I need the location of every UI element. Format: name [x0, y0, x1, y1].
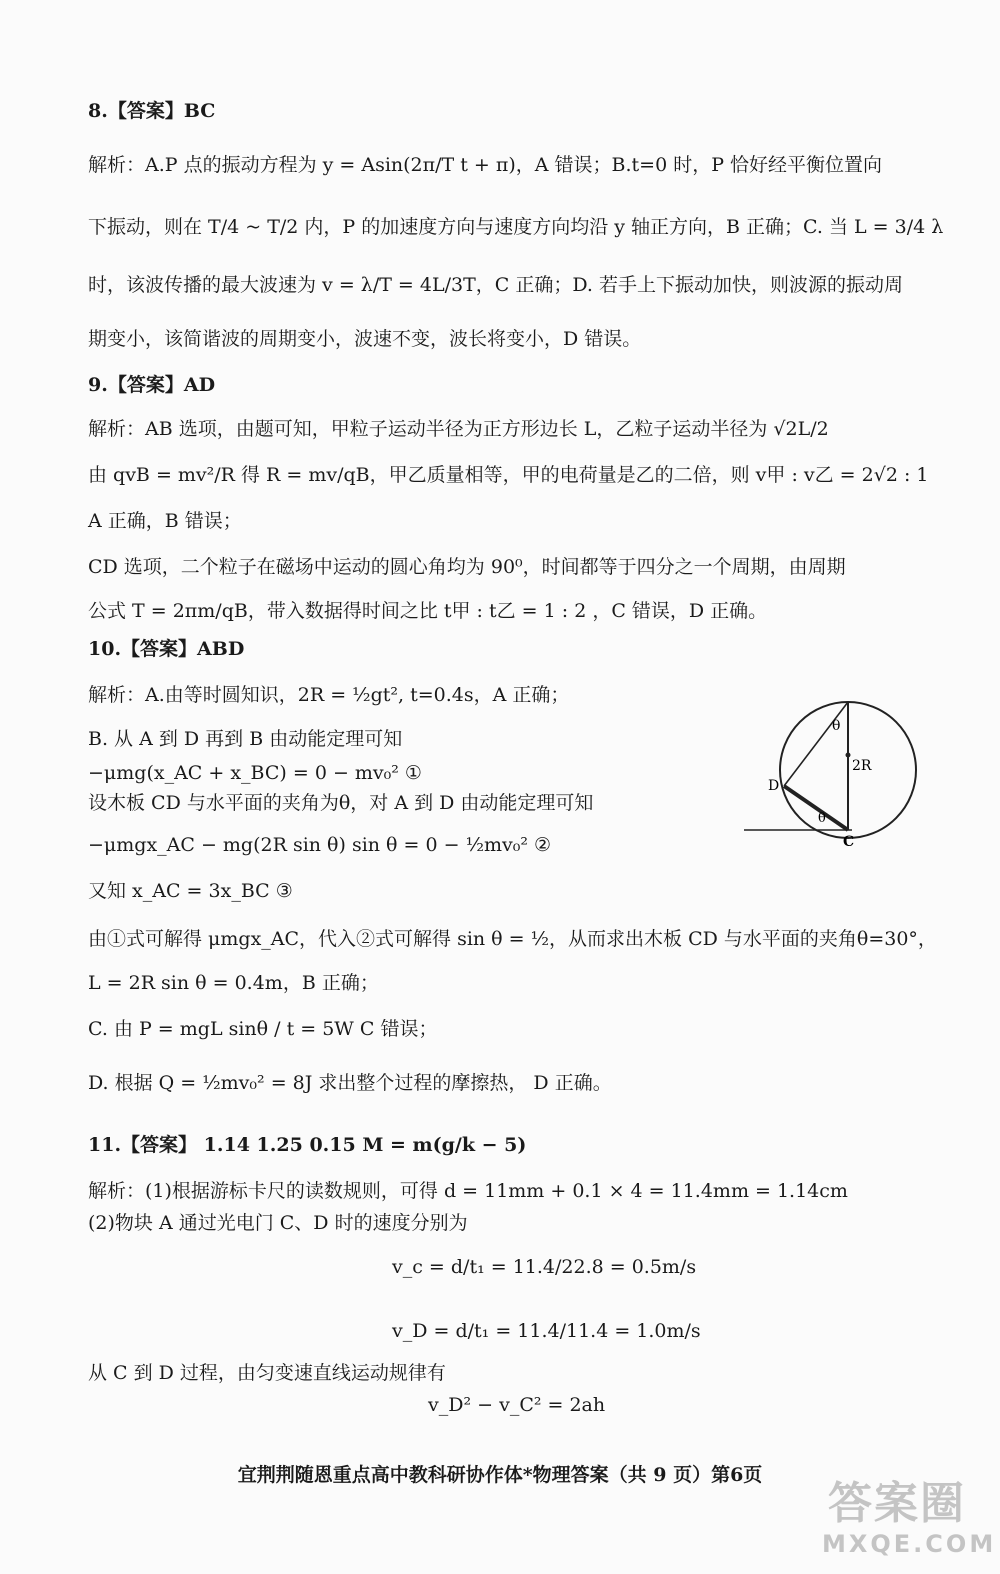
q10-line-3: −μmg(x_AC + x_BC) = 0 − mv₀² ①: [88, 762, 422, 784]
theta-top-label: θ: [832, 718, 841, 734]
watermark-url-text: MXQE.COM: [822, 1530, 997, 1558]
q11-line-1: 解析：(1)根据游标卡尺的读数规则，可得 d = 11mm + 0.1 × 4 = 11.4mm = 1.14cm: [88, 1180, 848, 1202]
theta-bottom-label: θ: [818, 811, 826, 826]
q11-line-2: (2)物块 A 通过光电门 C、D 时的速度分别为: [88, 1212, 468, 1234]
q11-vc-equation: v_c = d/t₁ = 11.4/22.8 = 0.5m/s: [392, 1256, 697, 1278]
q11-vd-equation: v_D = d/t₁ = 11.4/11.4 = 1.0m/s: [392, 1320, 701, 1342]
q10-line-7: 由①式可解得 μmgx_AC，代入②式可解得 sin θ = ½，从而求出木板 CD 与水平面的夹角θ=30°，: [88, 928, 937, 950]
q10-line-8: L = 2R sin θ = 0.4m，B 正确；: [88, 972, 379, 994]
q10-line-4: 设木板 CD 与水平面的夹角为θ，对 A 到 D 由动能定理可知: [88, 792, 594, 814]
q8-line-1: 解析：A.P 点的振动方程为 y = Asin(2π/T t + π)，A 错误；B.t=0 时，P 恰好经平衡位置向: [88, 154, 883, 176]
c-label: C: [843, 834, 855, 850]
q8-header: 8.【答案】BC: [88, 100, 216, 122]
q10-header: 10.【答案】ABD: [88, 638, 245, 660]
chord-top: [784, 702, 848, 786]
midpoint-dot: [846, 753, 851, 758]
q9-header: 9.【答案】AD: [88, 374, 216, 396]
d-label: D: [768, 778, 780, 794]
q10-line-6: 又知 x_AC = 3x_BC ③: [88, 880, 293, 902]
q10-line-10: D. 根据 Q = ½mv₀² = 8J 求出整个过程的摩擦热， D 正确。: [88, 1072, 612, 1094]
q11-kinematics-equation: v_D² − v_C² = 2ah: [428, 1394, 606, 1416]
2r-label: 2R: [852, 758, 872, 774]
q10-circle-diagram: [740, 700, 940, 860]
q9-line-3: A 正确，B 错误；: [88, 510, 242, 532]
q10-line-1: 解析：A.由等时圆知识，2R = ½gt², t=0.4s，A 正确；: [88, 684, 570, 706]
watermark-logo: [822, 1478, 997, 1558]
incline-board: [784, 786, 848, 830]
q10-line-2: B. 从 A 到 D 再到 B 由动能定理可知: [88, 728, 403, 750]
q8-line-4: 期变小，该简谐波的周期变小，波速不变，波长将变小，D 错误。: [88, 328, 642, 350]
q8-line-2: 下振动，则在 T/4 ~ T/2 内，P 的加速度方向与速度方向均沿 y 轴正方向，B 正确；C. 当 L = 3/4 λ: [88, 216, 944, 238]
q9-line-5: 公式 T = 2πm/qB，带入数据得时间之比 t甲 : t乙 = 1 : 2 ，C 错误，D 正确。: [88, 600, 768, 622]
page-footer: 宜荆荆随恩重点高中教科研协作体*物理答案（共 9 页）第6页: [237, 1464, 763, 1486]
q11-header: 11.【答案】 1.14 1.25 0.15 M = m(g/k − 5): [88, 1134, 527, 1156]
q10-line-9: C. 由 P = mgL sinθ / t = 5W C 错误；: [88, 1018, 438, 1040]
q9-line-1: 解析：AB 选项，由题可知，甲粒子运动半径为正方形边长 L，乙粒子运动半径为 √2L/2: [88, 418, 829, 440]
q11-line-5: 从 C 到 D 过程，由匀变速直线运动规律有: [88, 1362, 446, 1384]
q10-line-5: −μmgx_AC − mg(2R sin θ) sin θ = 0 − ½mv₀² ②: [88, 834, 552, 856]
q9-line-2: 由 qvB = mv²/R 得 R = mv/qB，甲乙质量相等，甲的电荷量是乙的二倍，则 v甲 : v乙 = 2√2 : 1: [88, 464, 929, 486]
q8-line-3: 时，该波传播的最大波速为 v = λ/T = 4L/3T，C 正确；D. 若手上下振动加快，则波源的振动周: [88, 274, 903, 296]
q9-line-4: CD 选项，二个粒子在磁场中运动的圆心角均为 90⁰，时间都等于四分之一个周期，由周期: [88, 556, 846, 578]
watermark-top-text: 答案圈: [828, 1478, 966, 1529]
